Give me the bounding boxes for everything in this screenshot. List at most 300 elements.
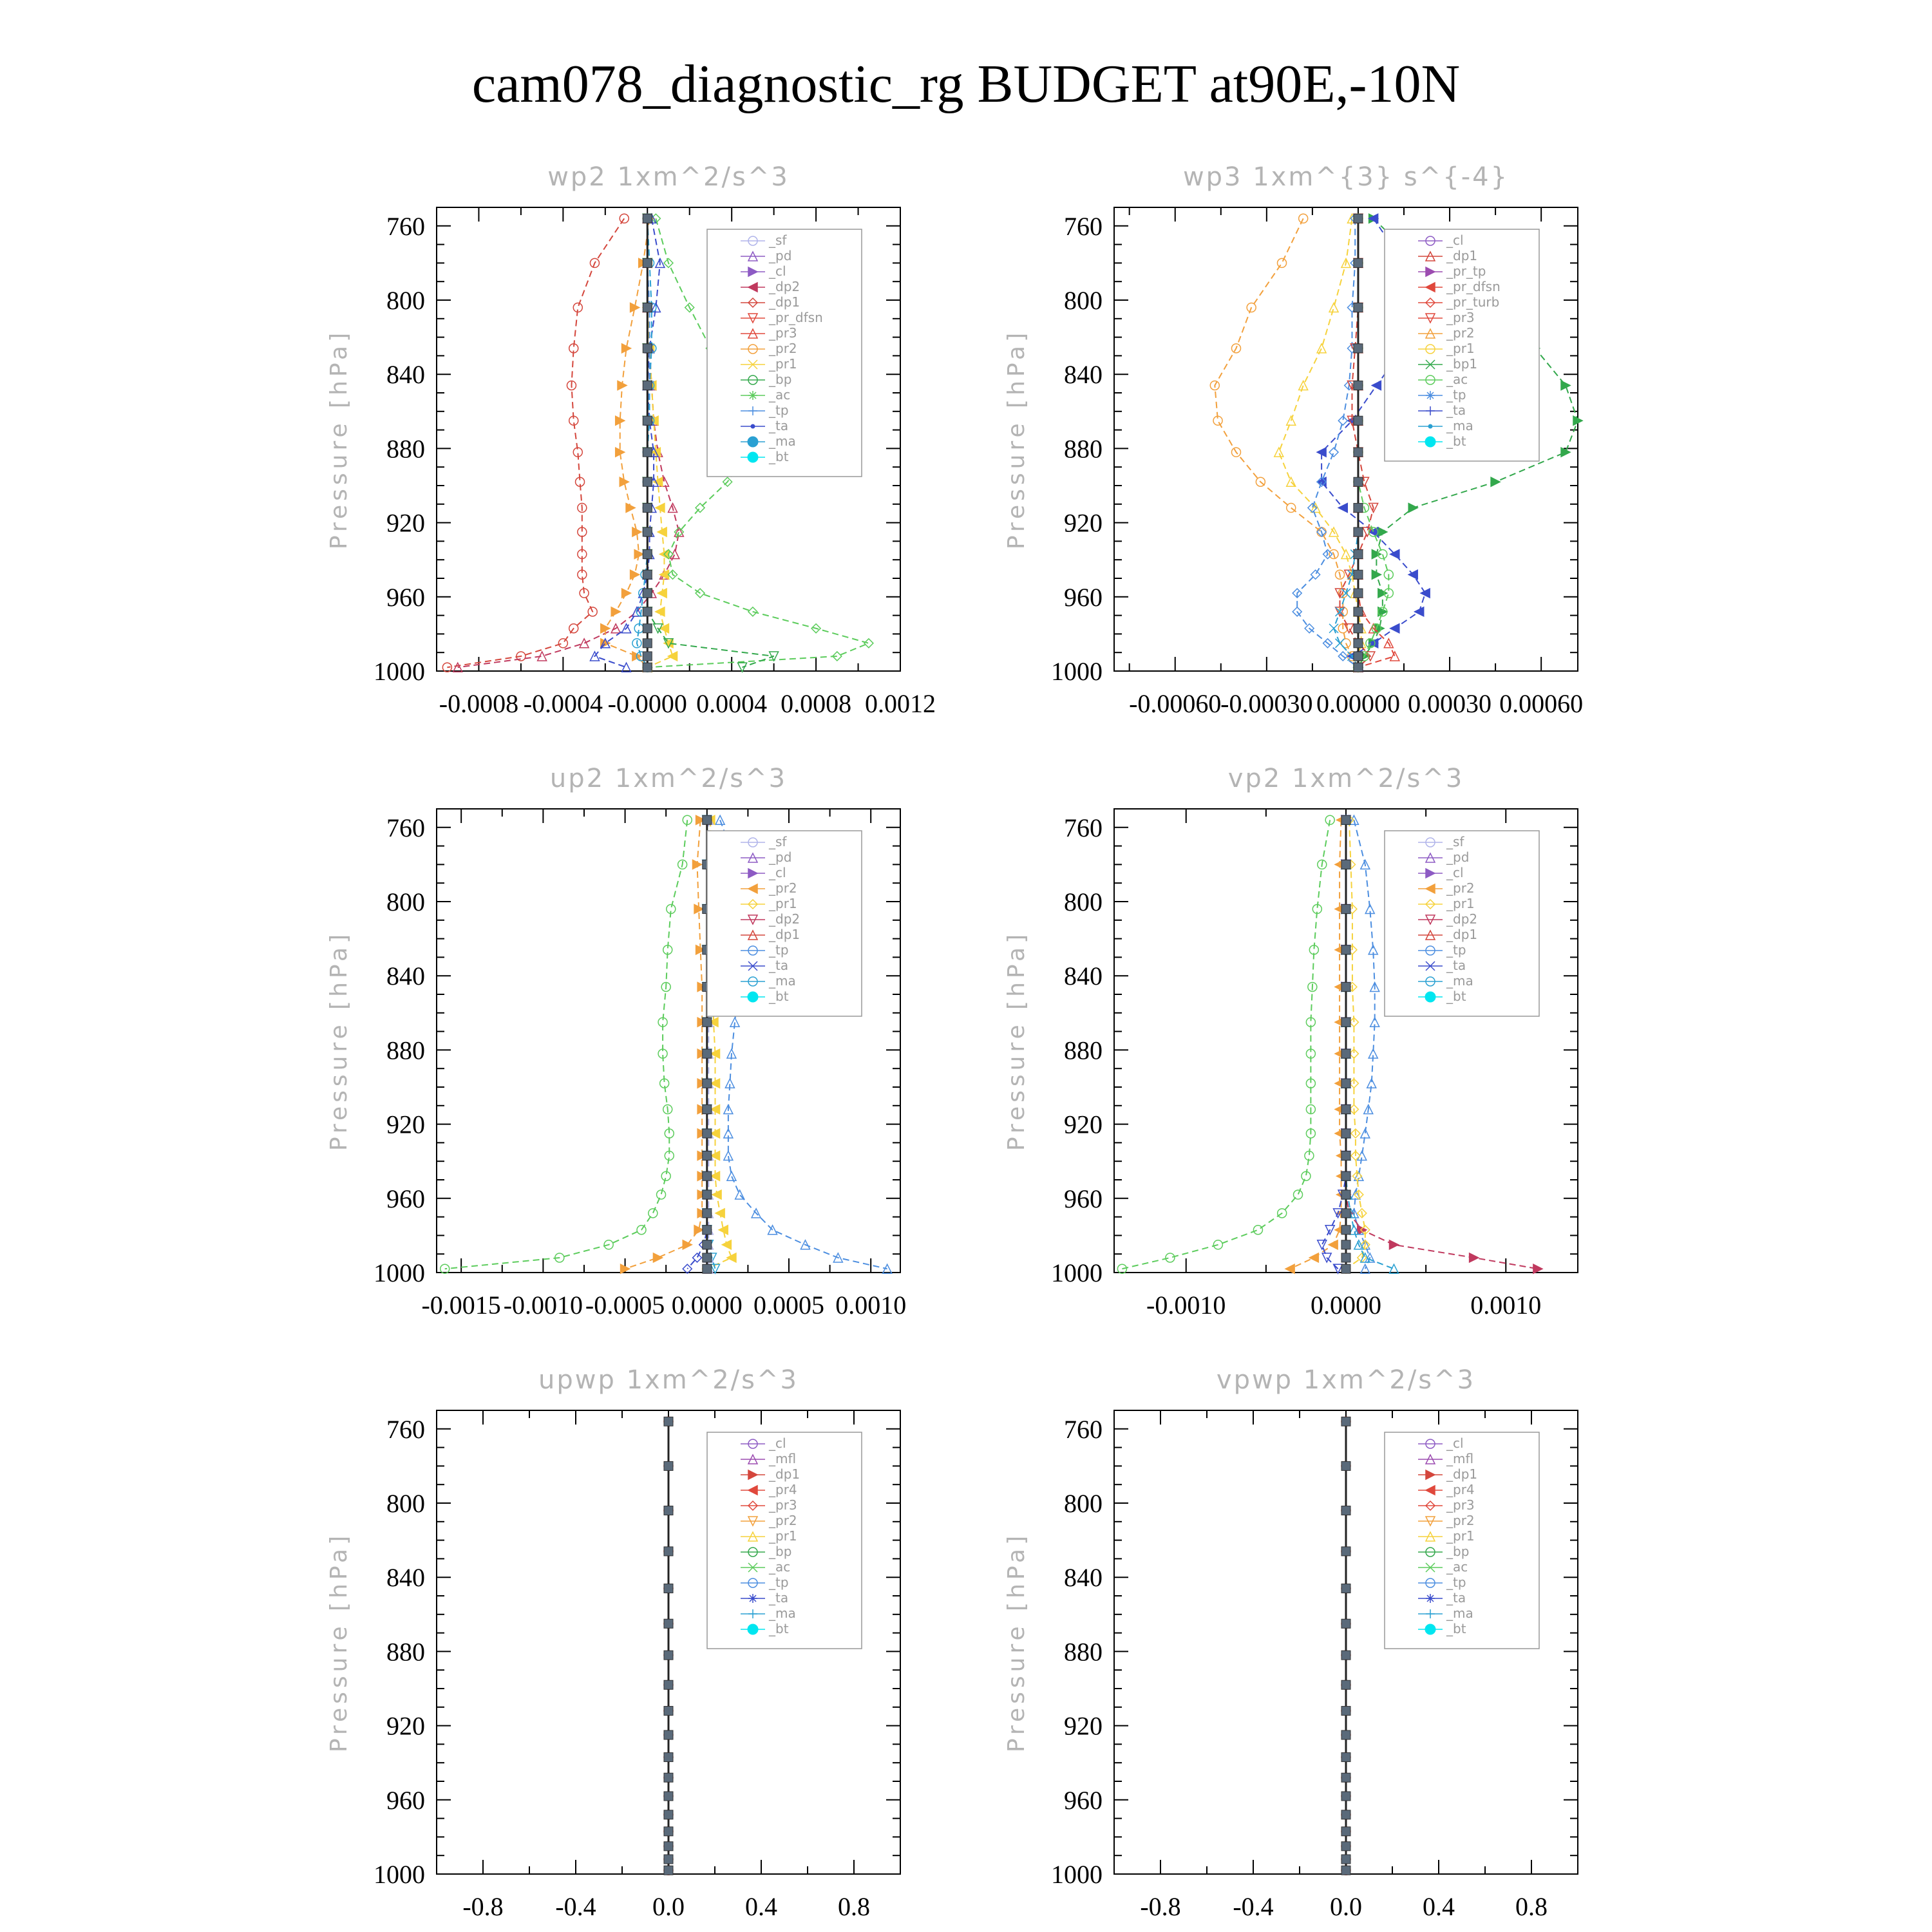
y-axis-label: Pressure [hPa] — [326, 1531, 352, 1753]
y-tick-label: 840 — [1064, 360, 1103, 390]
legend-label: _ma — [1446, 973, 1473, 989]
legend-label: _bt — [769, 989, 789, 1004]
point-bp1 — [1561, 381, 1570, 390]
panel-5 — [326, 1365, 900, 1921]
panel-title: wp2 1xm^2/s^3 — [547, 162, 790, 192]
panel-title: vpwp 1xm^2/s^3 — [1216, 1365, 1476, 1395]
y-tick-label: 880 — [1064, 434, 1103, 464]
legend-label: _pr1 — [1446, 341, 1475, 356]
legend-label: _bp — [769, 1544, 792, 1559]
y-tick-label: 800 — [1064, 286, 1103, 315]
point-bt — [1354, 214, 1363, 223]
point-pr2 — [630, 570, 639, 579]
legend-label: _pr3 — [1446, 1497, 1475, 1513]
point-dp2 — [580, 639, 589, 648]
legend-marker — [748, 992, 758, 1002]
point-bt — [1341, 1018, 1350, 1027]
legend-marker — [1426, 1594, 1435, 1603]
legend-label: _tp — [769, 942, 789, 958]
x-tick-label: -0.8 — [462, 1892, 504, 1921]
point-bt — [1341, 1049, 1350, 1058]
legend-label: _dp2 — [769, 911, 800, 927]
point-bp1 — [1491, 477, 1500, 486]
legend-marker — [748, 1624, 758, 1634]
point-bt — [643, 589, 652, 598]
legend-label: _tp — [1446, 1575, 1466, 1590]
point-bt — [643, 381, 652, 390]
legend-label: _cl — [1446, 232, 1464, 248]
legend-marker — [748, 452, 758, 462]
x-tick-label: 0.00060 — [1499, 689, 1584, 718]
point-bt — [703, 1240, 712, 1249]
panel-6 — [1003, 1365, 1578, 1921]
point-bt — [643, 624, 652, 633]
x-tick-label: 0.00030 — [1408, 689, 1492, 718]
point-bp1 — [1408, 504, 1417, 513]
point-bt — [1354, 550, 1363, 559]
point-bt — [1341, 945, 1350, 954]
legend-label: _cl — [769, 263, 786, 279]
point-pr1 — [668, 652, 677, 661]
series-line-pr2 — [625, 820, 703, 1269]
point-bt — [643, 504, 652, 513]
point-bt — [1341, 1253, 1350, 1262]
point-bt — [664, 1680, 673, 1689]
point-bt — [1354, 504, 1363, 513]
point-pr2 — [1309, 1253, 1318, 1262]
point-bt — [664, 1842, 673, 1851]
legend-label: _pr3 — [769, 325, 797, 341]
legend-label: _pr2 — [769, 880, 797, 896]
point-bt — [703, 1226, 712, 1235]
point-ta — [1415, 607, 1424, 616]
x-tick-label: -0.0000 — [607, 689, 687, 718]
x-tick-label: 0.0004 — [696, 689, 768, 718]
legend-label: _pr1 — [1446, 1528, 1475, 1544]
point-bt — [1354, 258, 1363, 267]
series-line-tp — [1297, 218, 1358, 667]
point-pr2 — [622, 589, 631, 598]
legend-label: _ta — [769, 1590, 789, 1605]
point-ma — [1336, 639, 1345, 648]
y-tick-label: 920 — [386, 1711, 425, 1741]
point-bt — [1354, 303, 1363, 312]
y-tick-label: 800 — [1064, 1489, 1103, 1518]
x-tick-label: 0.0000 — [671, 1291, 743, 1320]
legend-label: _pd — [769, 248, 792, 263]
point-ta — [1421, 589, 1430, 598]
point-bt — [1341, 1842, 1350, 1851]
point-bt — [1354, 381, 1363, 390]
legend-label: _cl — [769, 865, 786, 880]
y-tick-label: 880 — [1064, 1036, 1103, 1065]
x-tick-label: 0.0012 — [865, 689, 936, 718]
point-ta — [1372, 381, 1381, 390]
x-tick-label: 0.8 — [838, 1892, 870, 1921]
legend-label: _bt — [1446, 1621, 1466, 1636]
point-ma — [1329, 624, 1338, 633]
point-bt — [664, 1753, 673, 1762]
y-tick-label: 920 — [386, 508, 425, 538]
y-axis-label: Pressure [hPa] — [1003, 1531, 1030, 1753]
y-tick-label: 800 — [386, 1489, 425, 1518]
legend-label: _pr2 — [1446, 325, 1475, 341]
y-tick-label: 880 — [386, 1637, 425, 1667]
point-bt — [643, 570, 652, 579]
point-bt — [664, 1810, 673, 1819]
y-tick-label: 840 — [1064, 961, 1103, 991]
legend-label: _ta — [1446, 1590, 1466, 1605]
legend-label: _dp1 — [1446, 1466, 1478, 1482]
point-bt — [1354, 663, 1363, 672]
point-bt — [643, 607, 652, 616]
point-pr2 — [1278, 258, 1287, 267]
y-tick-label: 760 — [386, 813, 425, 842]
legend-label: _tp — [769, 402, 789, 418]
point-bt — [1341, 1171, 1350, 1180]
legend-label: _bt — [769, 449, 789, 464]
point-bt — [643, 663, 652, 672]
y-tick-label: 920 — [1064, 1110, 1103, 1139]
y-tick-label: 800 — [386, 286, 425, 315]
x-tick-label: -0.00030 — [1220, 689, 1313, 718]
point-bt — [1341, 1151, 1350, 1160]
point-bt — [703, 1253, 712, 1262]
legend-label: _pr_dfsn — [769, 310, 823, 325]
x-tick-label: -0.0010 — [1146, 1291, 1226, 1320]
point-bt — [1341, 860, 1350, 869]
legend-label: _ta — [1446, 402, 1466, 418]
point-bt — [664, 1619, 673, 1628]
point-ac — [1253, 1226, 1262, 1235]
point-bt — [643, 416, 652, 425]
y-tick-label: 760 — [1064, 211, 1103, 241]
point-bt — [1341, 1240, 1350, 1249]
y-tick-label: 880 — [386, 1036, 425, 1065]
legend-label: _bt — [1446, 433, 1466, 449]
point-bt — [1341, 1584, 1350, 1593]
legend-label: _pr2 — [769, 341, 797, 356]
point-ac — [864, 639, 873, 648]
point-pr1 — [1317, 344, 1326, 353]
legend-label: _ta — [1446, 958, 1466, 973]
point-ac — [1294, 1190, 1303, 1199]
y-tick-label: 1000 — [1051, 1258, 1103, 1287]
y-tick-label: 920 — [386, 1110, 425, 1139]
point-ac — [657, 1190, 666, 1199]
point-bt — [703, 1190, 712, 1199]
point-bt — [643, 303, 652, 312]
point-bt — [703, 1171, 712, 1180]
legend-label: _pr1 — [1446, 896, 1475, 911]
point-bt — [1341, 1707, 1350, 1716]
legend-label: _dp1 — [1446, 927, 1478, 942]
series-line-ta — [687, 820, 707, 1269]
legend-label: _mfl — [1446, 1451, 1474, 1466]
legend-marker — [1425, 992, 1435, 1002]
point-pr1 — [727, 1253, 736, 1262]
legend-label: _bp — [769, 372, 792, 387]
point-bt — [703, 1264, 712, 1273]
point-tp — [1329, 448, 1338, 457]
point-ta — [1318, 1240, 1327, 1249]
legend-label: _pr3 — [769, 1497, 797, 1513]
point-bt — [1341, 1792, 1350, 1801]
x-tick-label: -0.0005 — [585, 1291, 665, 1320]
x-tick-label: -0.4 — [1233, 1892, 1274, 1921]
legend-label: _bp — [1446, 1544, 1470, 1559]
x-tick-label: 0.0000 — [1311, 1291, 1381, 1320]
panel-title: upwp 1xm^2/s^3 — [538, 1365, 799, 1395]
point-bt — [1341, 1753, 1350, 1762]
point-bt — [643, 258, 652, 267]
y-axis-label: Pressure [hPa] — [326, 930, 352, 1151]
point-pr1 — [659, 624, 668, 633]
point-bt — [703, 815, 712, 824]
y-tick-label: 840 — [386, 961, 425, 991]
legend-label: _tp — [1446, 942, 1466, 958]
point-bt — [1341, 1827, 1350, 1836]
legend-label: _pr3 — [1446, 310, 1475, 325]
y-tick-label: 960 — [1064, 582, 1103, 612]
legend-label: _tp — [1446, 387, 1466, 402]
point-bt — [664, 1707, 673, 1716]
legend-marker — [1426, 391, 1435, 400]
y-tick-label: 760 — [386, 211, 425, 241]
point-bt — [703, 1049, 712, 1058]
legend-label: _pr1 — [769, 1528, 797, 1544]
point-bt — [664, 1730, 673, 1739]
legend-marker — [748, 437, 758, 447]
y-tick-label: 840 — [1064, 1563, 1103, 1593]
point-bt — [664, 1584, 673, 1593]
panel-title: wp3 1xm^{3} s^{-4} — [1182, 162, 1510, 192]
y-tick-label: 960 — [386, 1184, 425, 1213]
series-line-dp2 — [458, 218, 679, 667]
y-axis-label: Pressure [hPa] — [1003, 328, 1030, 550]
x-tick-label: 0.0 — [1330, 1892, 1362, 1921]
point-bt — [1354, 570, 1363, 579]
point-bt — [1341, 1866, 1350, 1875]
x-tick-label: -0.0008 — [439, 689, 519, 718]
legend-label: _mfl — [769, 1451, 797, 1466]
point-bt — [1341, 1506, 1350, 1515]
x-tick-label: 0.0010 — [1470, 1291, 1542, 1320]
y-tick-label: 760 — [1064, 1414, 1103, 1444]
x-tick-label: 0.00000 — [1316, 689, 1400, 718]
y-tick-label: 760 — [1064, 813, 1103, 842]
point-bt — [1354, 624, 1363, 633]
point-bt — [643, 344, 652, 353]
point-bt — [703, 1018, 712, 1027]
legend-label: _ma — [769, 433, 796, 449]
legend-marker — [1428, 424, 1432, 428]
x-tick-label: -0.0015 — [421, 1291, 501, 1320]
y-axis-label: Pressure [hPa] — [326, 328, 352, 550]
x-tick-label: -0.00060 — [1129, 689, 1222, 718]
point-pr2 — [1287, 504, 1296, 513]
x-tick-label: -0.8 — [1140, 1892, 1181, 1921]
point-bt — [1354, 448, 1363, 457]
point-bt — [1341, 1264, 1350, 1273]
legend-label: _bt — [1446, 989, 1466, 1004]
panel-1 — [326, 162, 936, 718]
legend-label: _pr1 — [769, 356, 797, 372]
legend-marker — [751, 424, 755, 428]
legend-label: _tp — [769, 1575, 789, 1590]
point-bt — [1354, 527, 1363, 536]
point-bt — [703, 1105, 712, 1114]
panel-title: up2 1xm^2/s^3 — [549, 764, 788, 793]
legend-label: _ac — [1446, 1559, 1468, 1575]
panel-3 — [326, 764, 906, 1320]
series-line-pr1 — [1279, 218, 1361, 667]
x-tick-label: 0.0010 — [835, 1291, 907, 1320]
y-tick-label: 1000 — [374, 657, 425, 686]
point-pr1 — [1341, 550, 1350, 559]
y-tick-label: 920 — [1064, 508, 1103, 538]
x-tick-label: 0.0005 — [753, 1291, 824, 1320]
legend-label: _ta — [769, 958, 789, 973]
point-bt — [664, 1866, 673, 1875]
x-tick-label: 0.8 — [1515, 1892, 1548, 1921]
point-bt — [1341, 815, 1350, 824]
point-bt — [1341, 1417, 1350, 1426]
point-bt — [703, 1079, 712, 1088]
point-bt — [1341, 1810, 1350, 1819]
y-axis-label: Pressure [hPa] — [1003, 930, 1030, 1151]
y-tick-label: 960 — [386, 1785, 425, 1815]
point-pr2 — [1329, 1240, 1338, 1249]
legend-label: _pd — [1446, 849, 1470, 865]
point-bt — [643, 639, 652, 648]
series-line-pr2 — [1215, 218, 1358, 667]
y-tick-label: 1000 — [374, 1258, 425, 1287]
point-tp — [727, 1171, 736, 1180]
point-bt — [1354, 589, 1363, 598]
y-tick-label: 960 — [1064, 1785, 1103, 1815]
point-dp2 — [1470, 1253, 1479, 1262]
legend-label: _pr2 — [1446, 1513, 1475, 1528]
point-bt — [1354, 639, 1363, 648]
legend-label: _dp1 — [769, 927, 800, 942]
point-bt — [664, 1773, 673, 1782]
panel-4 — [1003, 764, 1578, 1320]
legend-marker — [1425, 1624, 1435, 1634]
point-bt — [703, 1209, 712, 1218]
legend-label: _pr4 — [769, 1482, 797, 1497]
x-tick-label: 0.4 — [745, 1892, 777, 1921]
point-bt — [664, 1792, 673, 1801]
legend-label: _pr2 — [769, 1513, 797, 1528]
point-bt — [1341, 905, 1350, 914]
y-tick-label: 800 — [1064, 887, 1103, 916]
point-bt — [1341, 1547, 1350, 1556]
series-line-pr2 — [1290, 820, 1341, 1269]
point-bt — [1341, 1619, 1350, 1628]
legend-label: _dp2 — [1446, 911, 1478, 927]
point-pr1 — [1274, 448, 1283, 457]
point-bt — [664, 1417, 673, 1426]
legend-label: _bp1 — [1446, 356, 1478, 372]
legend-label: _ma — [1446, 1605, 1473, 1621]
point-pr1 — [656, 607, 665, 616]
x-tick-label: 0.0 — [652, 1892, 685, 1921]
x-tick-label: -0.0010 — [503, 1291, 583, 1320]
legend-label: _sf — [1446, 834, 1464, 849]
legend-label: _ta — [769, 418, 789, 433]
series-line-ac — [1358, 218, 1388, 667]
point-bt — [643, 448, 652, 457]
series-line-ta — [1322, 820, 1346, 1269]
legend-label: _ma — [1446, 418, 1473, 433]
x-tick-label: -0.4 — [555, 1892, 596, 1921]
y-tick-label: 1000 — [374, 1860, 425, 1889]
point-bt — [1341, 1680, 1350, 1689]
point-bt — [664, 1651, 673, 1660]
legend-label: _cl — [1446, 865, 1464, 880]
point-ta — [1390, 624, 1399, 633]
legend-label: _pr_dfsn — [1446, 279, 1501, 294]
point-bt — [1341, 1226, 1350, 1235]
point-ta — [1338, 504, 1347, 513]
point-bt — [1341, 1651, 1350, 1660]
point-bt — [643, 527, 652, 536]
point-bt — [664, 1461, 673, 1470]
legend-label: _sf — [769, 232, 787, 248]
point-bt — [703, 1129, 712, 1138]
point-bt — [643, 550, 652, 559]
point-bt — [1354, 344, 1363, 353]
x-tick-label: 0.4 — [1423, 1892, 1455, 1921]
series-line-ac — [445, 820, 688, 1269]
panel-2 — [1003, 162, 1583, 718]
legend-label: _pr4 — [1446, 1482, 1475, 1497]
legend-label: _pr1 — [769, 896, 797, 911]
point-bt — [664, 1506, 673, 1515]
point-bt — [1341, 1105, 1350, 1114]
point-bt — [1354, 477, 1363, 486]
point-pr2 — [611, 607, 620, 616]
point-bt — [643, 477, 652, 486]
point-bt — [1354, 416, 1363, 425]
point-pr1 — [1299, 381, 1308, 390]
y-tick-label: 960 — [386, 582, 425, 612]
point-bt — [1341, 982, 1350, 991]
y-tick-label: 880 — [1064, 1637, 1103, 1667]
legend-label: _ma — [769, 973, 796, 989]
point-bt — [1341, 1773, 1350, 1782]
point-pr3 — [1390, 652, 1399, 661]
point-ac — [1166, 1253, 1175, 1262]
legend-label: _cl — [769, 1435, 786, 1451]
y-tick-label: 760 — [386, 1414, 425, 1444]
legend-label: _ma — [769, 1605, 796, 1621]
y-tick-label: 840 — [386, 1563, 425, 1593]
legend-label: _dp1 — [769, 294, 800, 310]
y-tick-label: 1000 — [1051, 1860, 1103, 1889]
legend-label: _pr_tp — [1446, 263, 1486, 279]
legend-label: _dp1 — [769, 1466, 800, 1482]
series-line-tp — [1354, 820, 1374, 1269]
legend-label: _ac — [769, 1559, 791, 1575]
point-bt — [643, 214, 652, 223]
y-tick-label: 840 — [386, 360, 425, 390]
point-bt — [1341, 1079, 1350, 1088]
legend-label: _dp2 — [769, 279, 800, 294]
point-bt — [1341, 1461, 1350, 1470]
y-tick-label: 960 — [1064, 1184, 1103, 1213]
